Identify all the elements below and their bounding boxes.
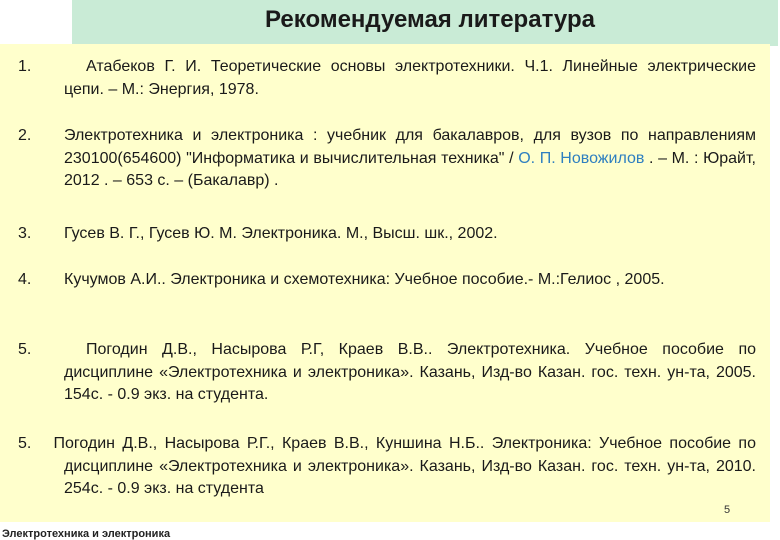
reference-item-4 <box>0 269 756 292</box>
footer-course-name: Электротехника и электроника <box>2 528 171 540</box>
reference-text: Кучумов А.И.. Электроника и схемотехника: Учебное пособие.- М.:Гелиос , 2005. <box>64 271 665 288</box>
reference-item-2 <box>0 125 756 193</box>
page-title: Рекомендуемая литература <box>265 6 595 33</box>
reference-text-part: . – М. : Юрайт, 2012 . – 653 с. – (Бакалавр) . <box>64 149 756 189</box>
reference-item-6 <box>0 433 756 501</box>
title-bar <box>72 0 778 46</box>
reference-number: 2. <box>18 127 32 144</box>
reference-number: 5. <box>18 341 32 358</box>
reference-number: 1. <box>18 58 32 75</box>
reference-text <box>18 433 756 501</box>
page-number: 5 <box>724 504 731 516</box>
reference-number: 3. <box>18 225 32 242</box>
reference-text <box>64 125 756 193</box>
reference-text-part: Погодин Д.В., Насырова Р.Г., Краев В.В., Куншина Н.Б.. Электроника: Учебное пособие по дисциплине «Электротехника и электроника». Казань, Изд-во Казан. гос. техн. ун-та, 2010. 254с. - 0.9 экз. на студента <box>53 435 756 497</box>
reference-text: Атабеков Г. И. Теоретические основы электротехники. Ч.1. Линейные электрические цепи. – М.: Энергия, 1978. <box>64 58 756 98</box>
reference-item-5 <box>0 339 756 407</box>
references-box <box>0 44 770 522</box>
reference-text: Гусев В. Г., Гусев Ю. М. Электроника. М., Высш. шк., 2002. <box>64 225 498 242</box>
reference-text-part: Электротехника и электроника : учебник для бакалавров, для вузов по направлениям 230100(654600) "Информатика и вычислительная техника" / <box>64 127 756 167</box>
reference-item-1 <box>0 56 756 101</box>
reference-item-3 <box>0 223 756 246</box>
author-link[interactable]: О. П. Новожилов <box>518 149 645 167</box>
reference-text: Погодин Д.В., Насырова Р.Г, Краев В.В.. Электротехника. Учебное пособие по дисциплине «Электротехника и электроника». Казань, Изд-во Казан. гос. техн. ун-та, 2005. 154с. - 0.9 экз. на студента. <box>64 341 756 403</box>
reference-number: 5. <box>18 435 32 452</box>
reference-number: 4. <box>18 271 32 288</box>
